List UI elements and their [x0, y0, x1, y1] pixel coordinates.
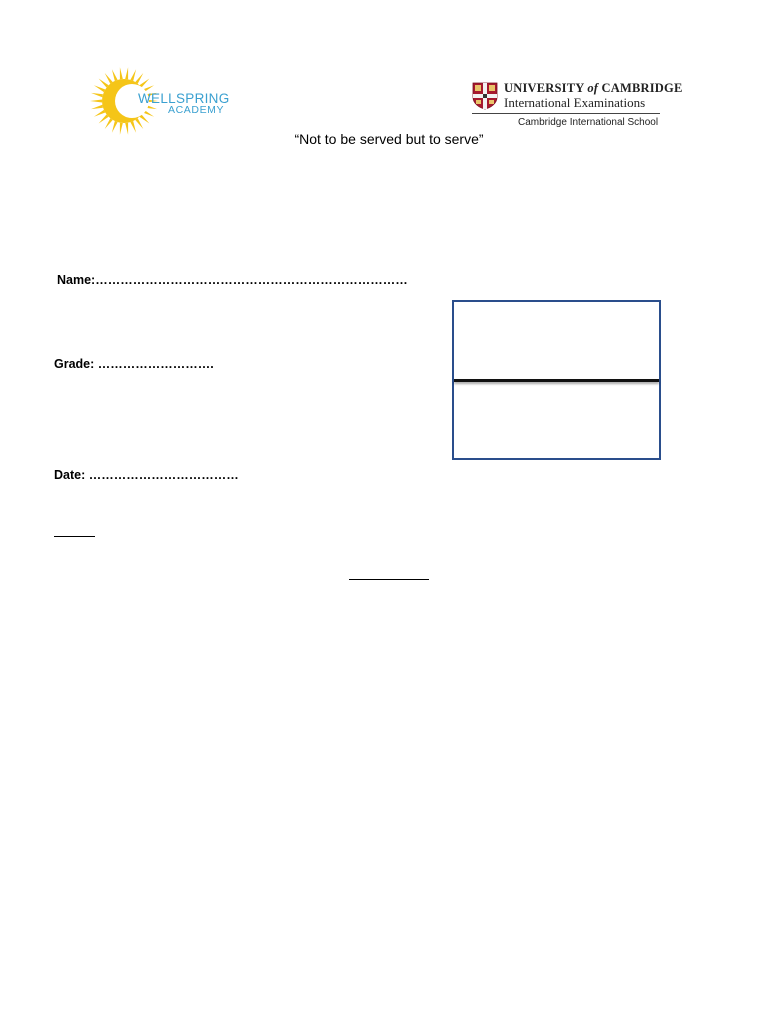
date-label: Date:	[54, 468, 86, 482]
sun-ray	[139, 114, 149, 123]
school-motto: “Not to be served but to serve”	[294, 131, 484, 147]
score-box-divider	[454, 379, 659, 382]
sun-ray	[99, 114, 109, 123]
sun-ray	[91, 93, 103, 97]
cambridge-school-label: Cambridge International School	[518, 117, 659, 128]
underline-short	[54, 536, 95, 537]
wellspring-academy-logo	[80, 66, 260, 136]
cambridge-title: UNIVERSITY of CAMBRIDGE	[504, 81, 683, 95]
grade-blank[interactable]: ……………………….	[94, 357, 214, 371]
cambridge-shield-icon	[472, 82, 498, 110]
cambridge-divider	[472, 113, 660, 114]
sun-ray	[139, 79, 149, 88]
date-blank[interactable]: ………………………………	[85, 468, 239, 482]
sun-ray	[112, 69, 118, 81]
school-name-line1: WELLSPRING	[138, 91, 230, 106]
sun-ray	[94, 85, 105, 92]
grade-label: Grade:	[54, 357, 95, 371]
underline-center	[349, 579, 429, 580]
grade-field[interactable]	[54, 357, 214, 371]
sun-ray	[130, 69, 136, 81]
cambridge-subtitle: International Examinations	[504, 95, 646, 110]
sun-ray	[94, 110, 105, 117]
cambridge-logo	[470, 80, 683, 132]
sun-ray	[105, 118, 113, 129]
sun-ray	[120, 67, 123, 79]
sun-ray	[105, 73, 113, 84]
date-field[interactable]	[54, 468, 239, 482]
name-label: Name:	[57, 273, 96, 287]
sun-ray	[135, 118, 143, 129]
sun-ray	[135, 73, 143, 84]
name-blank[interactable]: …………………………………………………………………	[95, 273, 408, 287]
school-name-line2: ACADEMY	[168, 104, 225, 116]
sun-ray	[125, 67, 128, 79]
sun-ray	[90, 100, 102, 103]
name-field[interactable]	[57, 273, 408, 287]
score-box[interactable]	[452, 300, 661, 460]
sun-ray	[99, 79, 109, 88]
sun-ray	[91, 105, 103, 109]
